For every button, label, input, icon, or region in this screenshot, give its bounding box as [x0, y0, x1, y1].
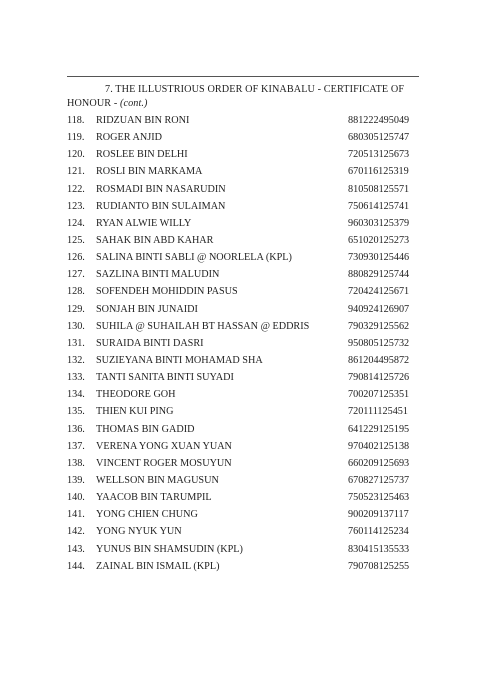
ic-number: 940924126907 — [348, 303, 410, 315]
list-item — [67, 335, 419, 352]
recipient-name: RIDZUAN BIN RONI — [96, 115, 190, 126]
ic-number: 750523125463 — [348, 492, 410, 504]
list-item — [67, 129, 419, 146]
row-number: 129. — [67, 303, 85, 315]
row-number: 137. — [67, 440, 85, 452]
recipient-name: YONG NYUK YUN — [96, 526, 182, 538]
row-number: 140. — [67, 492, 85, 504]
ic-number: 790329125562 — [348, 320, 410, 332]
row-number: 135. — [67, 406, 85, 418]
recipient-name: ROSLI BIN MARKAMA — [96, 166, 203, 178]
recipient-name: SUHILA @ SUHAILAH BT HASSAN @ EDDRIS — [96, 320, 310, 332]
recipient-name: THEODORE GOH — [96, 389, 176, 401]
section-heading — [67, 83, 419, 111]
row-number: 120. — [67, 149, 85, 161]
recipient-name: TANTI SANITA BINTI SUYADI — [96, 372, 234, 384]
list-item — [67, 489, 419, 506]
row-number: 130. — [67, 320, 85, 332]
ic-number: 790708125255 — [348, 560, 410, 572]
list-item — [67, 181, 419, 198]
ic-number: 651020125273 — [348, 234, 410, 246]
ic-number: 881222495049 — [348, 115, 410, 126]
list-item — [67, 403, 419, 420]
list-item — [67, 369, 419, 386]
recipient-name: WELLSON BIN MAGUSUN — [96, 474, 219, 486]
recipient-name: ROSMADI BIN NASARUDIN — [96, 183, 226, 195]
list-item — [67, 112, 419, 129]
recipient-name: VINCENT ROGER MOSUYUN — [96, 457, 232, 469]
recipient-name: YUNUS BIN SHAMSUDIN (KPL) — [96, 543, 243, 555]
ic-number: 960303125379 — [348, 217, 410, 229]
list-item — [67, 386, 419, 403]
list-item — [67, 438, 419, 455]
continued-label: (cont.) — [119, 98, 148, 109]
row-number: 131. — [67, 337, 85, 349]
recipient-name: RUDIANTO BIN SULAIMAN — [96, 200, 226, 212]
row-number: 121. — [67, 166, 85, 178]
ic-number: 720424125671 — [348, 286, 410, 298]
ic-number: 861204495872 — [348, 354, 410, 366]
row-number: 127. — [67, 269, 85, 281]
list-item — [67, 506, 419, 523]
row-number: 118. — [67, 115, 85, 126]
row-number: 138. — [67, 457, 85, 469]
list-item — [67, 198, 419, 215]
row-number: 143. — [67, 543, 85, 555]
section-heading-label: HONOUR - — [67, 98, 120, 109]
ic-number: 790814125726 — [348, 372, 410, 384]
ic-number: 720513125673 — [348, 149, 410, 161]
row-number: 142. — [67, 526, 85, 538]
list-item — [67, 455, 419, 472]
ic-number: 760114125234 — [348, 526, 409, 538]
ic-number: 810508125571 — [348, 183, 410, 195]
section-heading-line2 — [67, 97, 419, 111]
list-item — [67, 215, 419, 232]
list-item — [67, 352, 419, 369]
recipient-name: THOMAS BIN GADID — [96, 423, 195, 435]
row-number: 124. — [67, 217, 85, 229]
list-item — [67, 523, 419, 540]
ic-number: 670116125319 — [348, 166, 409, 178]
row-number: 132. — [67, 354, 85, 366]
ic-number: 670827125737 — [348, 474, 410, 486]
recipient-name: SALINA BINTI SABLI @ NOORLELA (KPL) — [96, 252, 292, 264]
ic-number: 750614125741 — [348, 200, 410, 212]
section-heading-line1: 7. THE ILLUSTRIOUS ORDER OF KINABALU - CERTIFICATE OF — [105, 84, 405, 95]
list-item — [67, 249, 419, 266]
recipient-name: SAZLINA BINTI MALUDIN — [96, 269, 220, 281]
ic-number: 641229125195 — [348, 423, 410, 435]
list-item — [67, 163, 419, 180]
recipient-name: ZAINAL BIN ISMAIL (KPL) — [96, 560, 220, 572]
header-rule — [67, 76, 419, 77]
ic-number: 950805125732 — [348, 337, 410, 349]
row-number: 126. — [67, 252, 85, 264]
ic-number: 830415135533 — [348, 543, 410, 555]
ic-number: 700207125351 — [348, 389, 410, 401]
list-item — [67, 558, 419, 575]
recipient-name: SOFENDEH MOHIDDIN PASUS — [96, 286, 238, 298]
recipient-name: SURAIDA BINTI DASRI — [96, 337, 204, 349]
list-item — [67, 301, 419, 318]
row-number: 144. — [67, 560, 85, 572]
recipient-name: RYAN ALWIE WILLY — [96, 217, 192, 229]
row-number: 128. — [67, 286, 85, 298]
recipient-name: ROGER ANJID — [96, 132, 162, 144]
row-number: 134. — [67, 389, 85, 401]
ic-number: 880829125744 — [348, 269, 410, 281]
recipient-name: SAHAK BIN ABD KAHAR — [96, 234, 214, 246]
recipient-name: SUZIEYANA BINTI MOHAMAD SHA — [96, 354, 263, 366]
list-item — [67, 283, 419, 300]
list-item — [67, 472, 419, 489]
ic-number: 900209137117 — [348, 509, 409, 521]
list-item — [67, 541, 419, 558]
recipient-name: ROSLEE BIN DELHI — [96, 149, 188, 161]
ic-number: 660209125693 — [348, 457, 410, 469]
row-number: 122. — [67, 183, 85, 195]
recipient-name: SONJAH BIN JUNAIDI — [96, 303, 198, 315]
row-number: 123. — [67, 200, 85, 212]
ic-number: 720111125451 — [348, 406, 408, 418]
ic-number: 680305125747 — [348, 132, 410, 144]
recipient-name: YONG CHIEN CHUNG — [96, 509, 198, 521]
list-item — [67, 266, 419, 283]
row-number: 141. — [67, 509, 85, 521]
list-item — [67, 146, 419, 163]
row-number: 119. — [67, 132, 85, 144]
recipient-name: VERENA YONG XUAN YUAN — [96, 440, 232, 452]
row-number: 133. — [67, 372, 85, 384]
ic-number: 730930125446 — [348, 252, 410, 264]
list-item — [67, 421, 419, 438]
recipient-name: THIEN KUI PING — [96, 406, 174, 418]
list-item — [67, 318, 419, 335]
recipient-list — [67, 112, 419, 575]
row-number: 136. — [67, 423, 85, 435]
row-number: 125. — [67, 234, 85, 246]
row-number: 139. — [67, 474, 85, 486]
list-item — [67, 232, 419, 249]
recipient-name: YAACOB BIN TARUMPIL — [96, 492, 212, 504]
ic-number: 970402125138 — [348, 440, 410, 452]
